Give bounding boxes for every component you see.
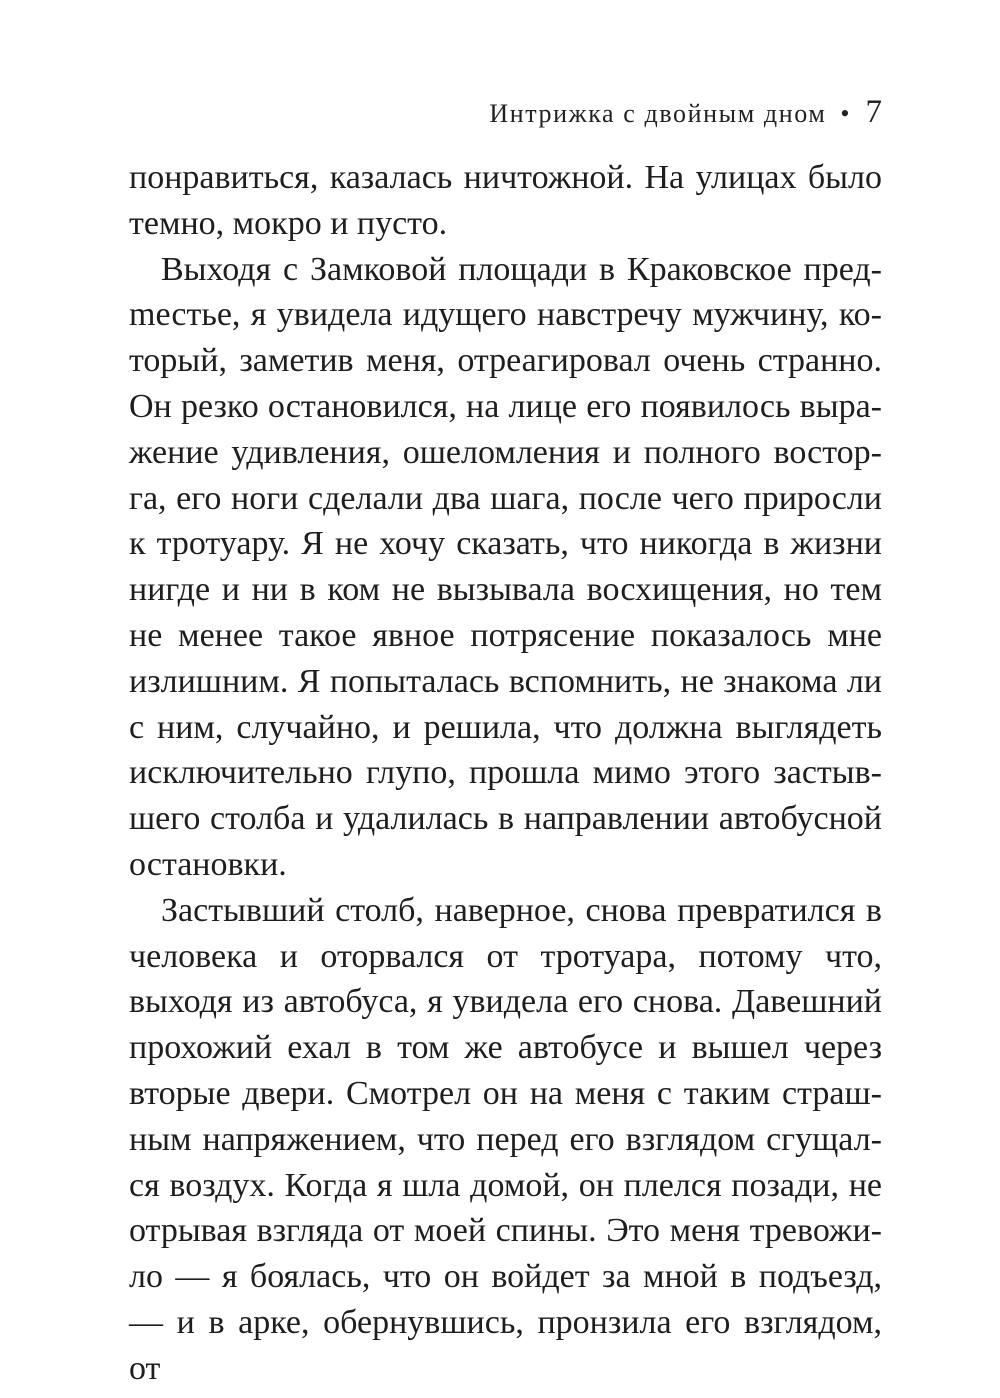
paragraph-continued: понравиться, казалась ничтожной. На улицах было темно, мокро и пусто. — [129, 159, 882, 242]
running-head-bullet: • — [840, 99, 850, 128]
paragraph: Выходя с Замковой площади в Краковское предmестье, я увидела идущего навстречу мужчину, который, заметив меня, отреагировал очень странно. Он резко остановился, на лице его появилось выражение удивления, ошеломления и полного восторга, его ноги сделали два шага, после чего приросли к тротуару. Я не хочу сказать, что никогда в жизни нигде и ни в ком не вызывала восхищения, но тем не менее такое явное потрясение показалось мне излишним. Я попыталась вспомнить, не знакома ли с ним, случайно, и решила, что должна выглядеть исключительно глупо, прошла мимо этого застывшего столба и удалилась в направлении автобусной остановки. — [129, 250, 882, 883]
page-number: 7 — [865, 94, 882, 130]
body-text — [129, 155, 882, 1392]
running-head-title: Интрижка с двойным дном — [489, 99, 827, 128]
paragraph: Застывший столб, наверное, снова превратился в человека и оторвался от тротуара, потому что, выходя из автобуса, я увидела его снова. Давешний прохожий ехал в том же автобусе и вышел через вторые двери. Смотрел он на меня с таким страшным напряжением, что перед его взглядом сгущался воздух. Когда я шла домой, он плелся позади, не отрывая взгляда от моей спины. Это меня тревожило — я боялась, что он войдет за мной в подъезд, — и в арке, обернувшись, пронзила его взглядом, от — [129, 891, 882, 1387]
running-head — [489, 94, 882, 134]
